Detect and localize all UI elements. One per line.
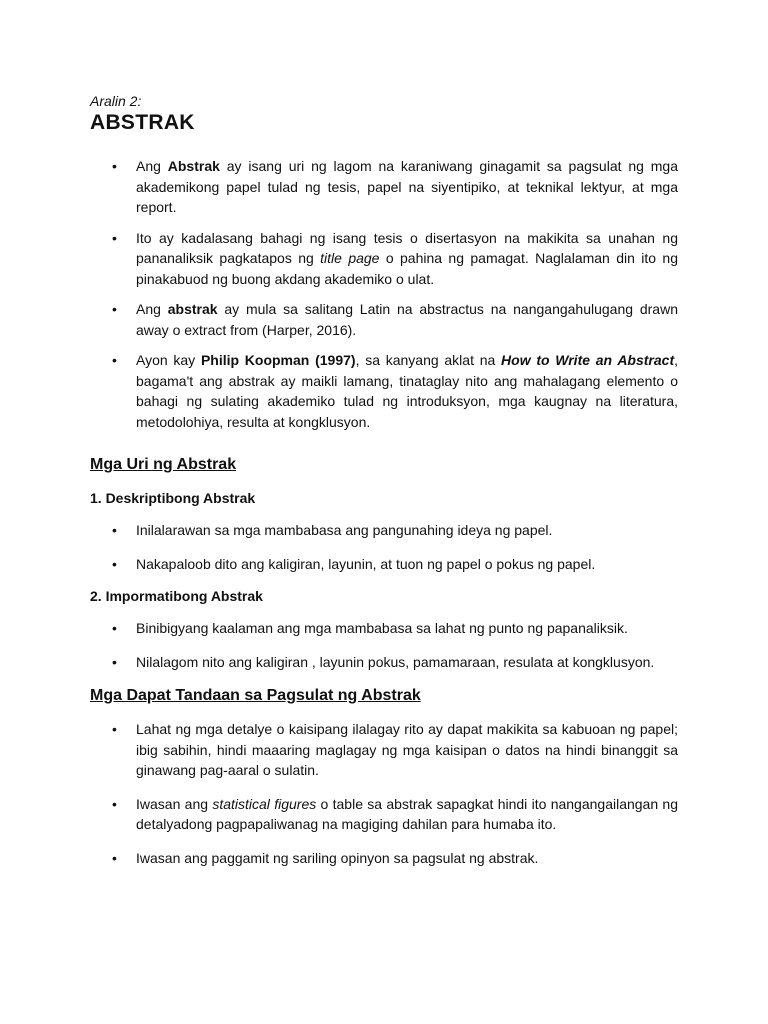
subheading-informative: 2. Impormatibong Abstrak — [90, 588, 263, 604]
page-title: ABSTRAK — [90, 111, 195, 134]
section-heading-types: Mga Uri ng Abstrak — [90, 456, 237, 473]
subheading-descriptive: 1. Deskriptibong Abstrak — [90, 490, 256, 506]
list-item: • Nakapaloob dito ang kaligiran, layunin, at tuon ng papel o pokus ng papel. — [90, 554, 678, 575]
list-item: • Iwasan ang paggamit ng sariling opinyon sa pagsulat ng abstrak. — [90, 848, 678, 869]
intro-bullet-list — [90, 156, 678, 432]
list-item: • Lahat ng mga detalye o kaisipang ilalagay rito ay dapat makikita sa kabuoan ng papel; ibig sabihin, hindi maaaring maglagay ng mga kaisipan o datos na hindi binanggit sa ginawang pag-aaral o sulatin. — [90, 719, 678, 781]
informative-bullet-list — [90, 618, 678, 672]
document-page — [90, 92, 678, 881]
list-item: • Ang abstrak ay mula sa salitang Latin na abstractus na nangangahulugang drawn away o extract from (Harper, 2016). — [90, 299, 678, 340]
descriptive-bullet-list — [90, 520, 678, 574]
list-item: • Binibigyang kaalaman ang mga mambabasa sa lahat ng punto ng papanaliksik. — [90, 618, 678, 639]
lesson-label: Aralin 2: — [90, 93, 142, 109]
reminders-bullet-list — [90, 719, 678, 868]
list-item: • Ang Abstrak ay isang uri ng lagom na karaniwang ginagamit sa pagsulat ng mga akademikong papel tulad ng tesis, papel na siyentipiko, at teknikal lektyur, at mga report. — [90, 156, 678, 218]
list-item: • Inilalarawan sa mga mambabasa ang pangunahing ideya ng papel. — [90, 520, 678, 541]
list-item: • Iwasan ang statistical figures o table sa abstrak sapagkat hindi ito nangangailangan ng detalyadong pagpapaliwanag na magiging dahilan para humaba ito. — [90, 794, 678, 835]
list-item: • Ayon kay Philip Koopman (1997), sa kanyang aklat na How to Write an Abstract, bagama't ang abstrak ay maikli lamang, tinataglay nito ang mahalagang elemento o bahagi ng sulating akademiko tulad ng introduksyon, mga kaugnay na literatura, metodolohiya, resulta at kongklusyon. — [90, 350, 678, 432]
section-heading-reminders: Mga Dapat Tandaan sa Pagsulat ng Abstrak — [90, 687, 421, 704]
list-item: • Nilalagom nito ang kaligiran , layunin pokus, pamamaraan, resulata at kongklusyon. — [90, 652, 678, 673]
list-item: • Ito ay kadalasang bahagi ng isang tesis o disertasyon na makikita sa unahan ng pananaliksik pagkatapos ng title page o pahina ng pamagat. Naglalaman din ito ng pinakabuod ng buong akdang akademiko o ulat. — [90, 228, 678, 290]
